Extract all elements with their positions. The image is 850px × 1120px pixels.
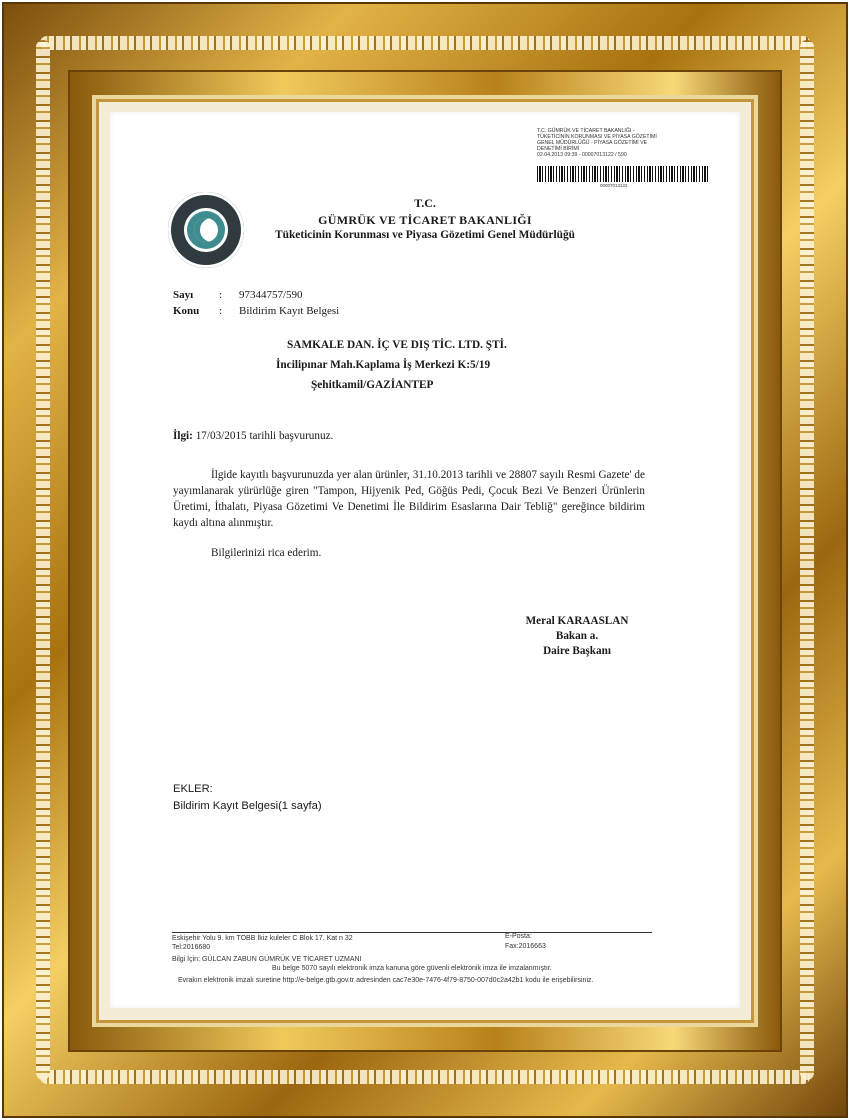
- stamp-line: GENEL MÜDÜRLÜĞÜ - PİYASA GÖZETİMİ VE: [537, 140, 648, 147]
- reference-label: İlgi:: [173, 430, 193, 442]
- stamp-line: TÜKETİCİNİN KORUNMASI VE PİYASA GÖZETİMİ: [537, 134, 657, 141]
- meta-sayi: [173, 289, 303, 301]
- reference-text: 17/03/2015 tarihli başvurunuz.: [192, 430, 334, 442]
- attachments-label: EKLER:: [173, 783, 213, 795]
- recipient-address: İncilipınar Mah.Kaplama İş Merkezi K:5/19: [276, 359, 491, 371]
- frame-bead-bottom: [40, 1070, 810, 1084]
- barcode-number: 00007013122: [600, 183, 628, 188]
- signer-position: Daire Başkanı: [543, 645, 611, 657]
- header-directorate: Tüketicinin Korunması ve Piyasa Gözetimi Genel Müdürlüğü: [275, 229, 575, 241]
- meta-konu: [173, 305, 339, 317]
- colon: :: [219, 305, 223, 317]
- footer-fax: Fax:2016663: [505, 943, 546, 950]
- stamp-line: T.C. GÜMRÜK VE TİCARET BAKANLIĞI -: [537, 128, 635, 134]
- stamp-line: 02.04.2013 09:39 - 00007013122 / 590: [537, 152, 627, 159]
- footer-email: E-Posta:: [505, 933, 532, 940]
- footer-divider: [172, 932, 652, 933]
- body-paragraph: İlgide kayıtlı başvurunuzda yer alan ürünler, 31.10.2013 tarihli ve 28807 sayılı Resmi Gazete' de yayımlanarak yürürlüğe giren "Tampon, Hijyenik Ped, Göğüs Pedi, Çocuk Bezi Ve Benzeri Ürünlerin Üretimi, İthalatı, Piyasa Gözetimi Ve Denetimi İle Bildirim Esaslarına Dair Tebliğ" gereğince bildirim kaydı altına alınmıştır.: [173, 469, 645, 529]
- registry-stamp: [537, 128, 712, 158]
- attachments-item: Bildirim Kayıt Belgesi(1 sayfa): [173, 800, 322, 812]
- signer-name: Meral KARAASLAN: [525, 615, 629, 627]
- header-tc: T.C.: [414, 196, 436, 210]
- sayi-value: 97344757/590: [239, 289, 303, 301]
- recipient-city: Şehitkamil/GAZİANTEP: [311, 379, 434, 391]
- reference-line: [173, 428, 645, 444]
- closing-line: Bilgilerinizi rica ederim.: [211, 547, 322, 559]
- barcode: [537, 166, 709, 182]
- frame-bead-right: [800, 40, 814, 1080]
- footer-tel: Tel:2016680: [172, 944, 211, 951]
- footer-contact: Bilgi İçin: GÜLCAN ZABUN GÜMRÜK VE TİCARET UZMANI: [172, 956, 362, 963]
- stamp-line: DENETİMİ BİRİMİ: [537, 146, 580, 153]
- colon: :: [219, 289, 223, 301]
- header-ministry: GÜMRÜK VE TİCARET BAKANLIĞI: [318, 213, 532, 227]
- recipient-company: SAMKALE DAN. İÇ VE DIŞ TİC. LTD. ŞTİ.: [287, 339, 507, 351]
- footer-esign-note: Bu belge 5070 sayılı elektronik imza kanuna göre güvenli elektronik imza ile imzalanmıştır.: [272, 965, 552, 972]
- frame-bead-left: [36, 40, 50, 1080]
- footer-address: Eskişehir Yolu 9. km TOBB İkiz kuleler C Blok 17. Kat n 32: [172, 935, 353, 942]
- signer-title: Bakan a.: [555, 630, 599, 642]
- footer-verify-note: Evrakın elektronik imzalı suretine http://e-belge.gtb.gov.tr adresinden cac7e30e-7476-4f79-8750-007d0c2a42b1 kodu ile erişebilirsiniz.: [178, 977, 594, 984]
- konu-label: Konu: [173, 305, 200, 317]
- frame-bead-top: [40, 36, 810, 50]
- konu-value: Bildirim Kayıt Belgesi: [239, 305, 340, 317]
- sayi-label: Sayı: [173, 289, 194, 301]
